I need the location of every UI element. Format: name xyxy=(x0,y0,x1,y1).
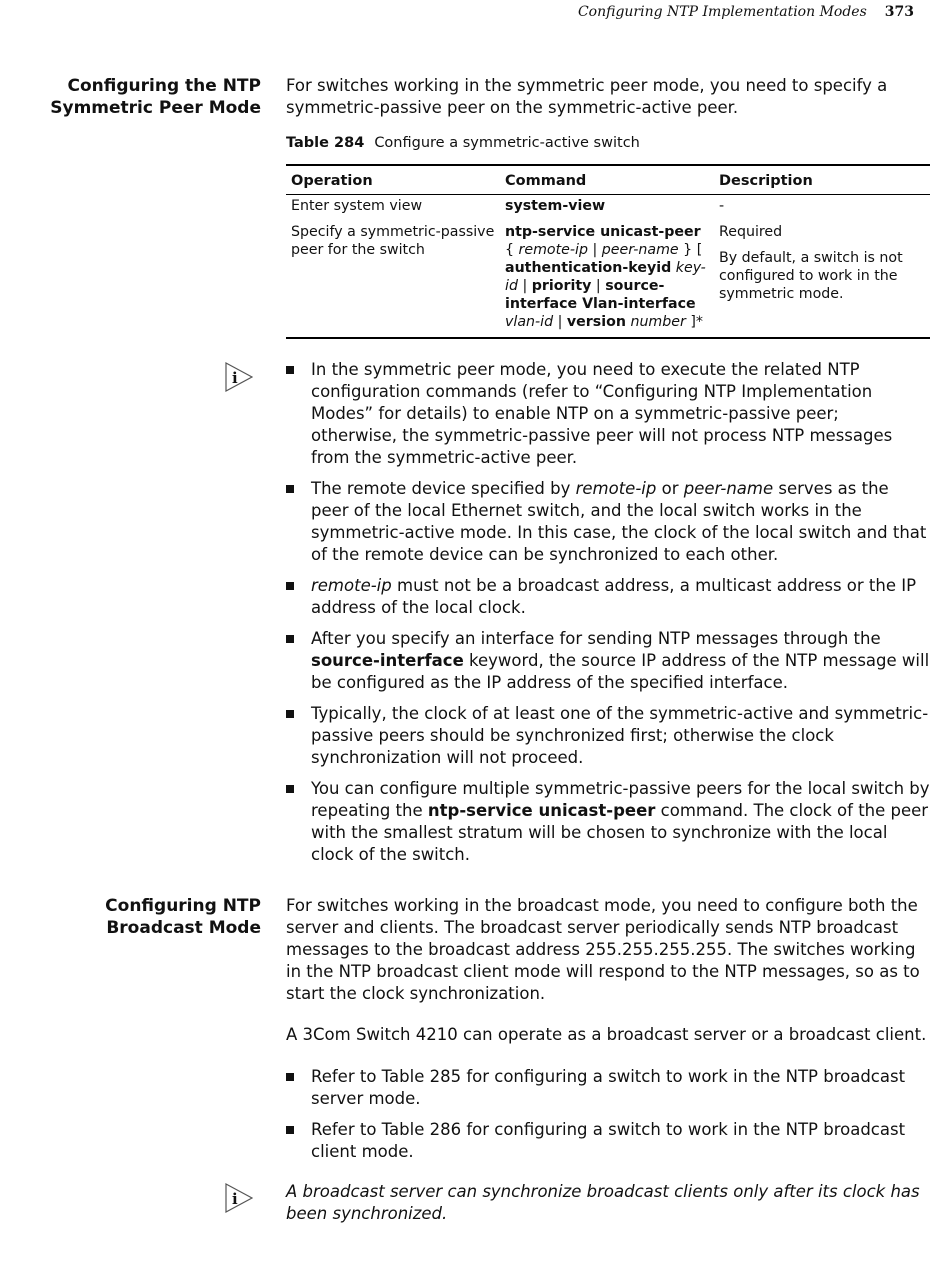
list-item-text: or xyxy=(656,479,684,498)
list-item-argument: peer-name xyxy=(683,479,774,498)
bullet-square-icon xyxy=(286,710,294,718)
list-item xyxy=(286,703,930,769)
bullet-square-icon xyxy=(286,1073,294,1081)
command-argument: remote-ip xyxy=(518,242,588,258)
command-argument: number xyxy=(630,314,686,330)
bullet-square-icon xyxy=(286,485,294,493)
section-heading-line: Symmetric Peer Mode xyxy=(50,98,261,118)
broadcast-note-text: A broadcast server can synchronize broadcast clients only after its clock has been synchronized. xyxy=(286,1182,920,1223)
list-item-text: Refer to Table 286 for configuring a switch to work in the NTP broadcast client mode. xyxy=(311,1120,906,1161)
command-syntax: { xyxy=(505,242,519,258)
running-header-title: Configuring NTP Implementation Modes xyxy=(577,4,867,20)
column-header-operation: Operation xyxy=(286,165,500,195)
list-item xyxy=(286,1066,930,1110)
bullet-square-icon xyxy=(286,785,294,793)
list-item-text: must not be a broadcast address, a multicast address or the IP address of the local clock. xyxy=(311,576,917,617)
command-keyword: authentication-keyid xyxy=(505,260,672,276)
list-item-text: Typically, the clock of at least one of the symmetric-active and symmetric-passive peers should be synchronized first; otherwise the clock synchronization will not proceed. xyxy=(311,704,929,767)
info-note-icon xyxy=(225,1183,253,1213)
command-keyword: source-interface Vlan-interface xyxy=(505,278,696,312)
svg-text:i: i xyxy=(232,1190,238,1208)
list-item-text: After you specify an interface for sending NTP messages through the xyxy=(311,629,881,648)
command-keyword: priority xyxy=(531,278,592,294)
list-item-argument: remote-ip xyxy=(575,479,657,498)
broadcast-intro: For switches working in the broadcast mode, you need to configure both the server and clients. The broadcast server periodically sends NTP broadcast messages to the broadcast address 255.255.255.255. The switches working in the NTP broadcast client mode will respond to the NTP messages, so as to start the clock synchronization. xyxy=(286,896,920,1003)
cell-description xyxy=(714,221,930,338)
bullet-square-icon xyxy=(286,635,294,643)
column-header-description: Description xyxy=(714,165,930,195)
list-item-text: In the symmetric peer mode, you need to execute the related NTP configuration commands (refer to “Configuring NTP Implementation Modes” for details) to enable NTP on a symmetric-passive peer; otherwise, the symmetric-passive peer will not process NTP messages from the symmetric-active peer. xyxy=(311,360,893,467)
svg-text:i: i xyxy=(232,369,238,387)
command-argument: vlan-id xyxy=(505,314,554,330)
section-heading-line: Broadcast Mode xyxy=(106,918,261,938)
info-note-icon xyxy=(225,362,253,392)
broadcast-capability: A 3Com Switch 4210 can operate as a broadcast server or a broadcast client. xyxy=(286,1025,927,1044)
broadcast-bullet-list xyxy=(286,1066,930,1172)
section-heading-symmetric xyxy=(0,75,261,119)
column-header-command: Command xyxy=(500,165,714,195)
list-item-argument: remote-ip xyxy=(311,576,392,595)
command-syntax: | xyxy=(517,278,532,294)
cell-command xyxy=(500,221,714,338)
description-required: Required xyxy=(719,224,783,240)
command-syntax: } [ xyxy=(678,242,703,258)
list-item-text: The remote device specified by xyxy=(311,479,576,498)
command-keyword: version xyxy=(566,314,626,330)
page-number: 373 xyxy=(884,4,914,20)
command-syntax: | xyxy=(587,242,602,258)
bullet-square-icon xyxy=(286,1126,294,1134)
description-default: By default, a switch is not configured to work in the symmetric mode. xyxy=(719,250,903,302)
command-argument: peer-name xyxy=(601,242,679,258)
list-item-text: You can configure multiple symmetric-passive peers for the local switch by repeating the xyxy=(311,779,930,820)
list-item-keyword: ntp-service unicast-peer xyxy=(427,801,656,820)
cell-command: system-view xyxy=(505,198,606,214)
section-heading-broadcast xyxy=(0,895,261,939)
list-item xyxy=(286,1119,930,1163)
table-header-row xyxy=(286,165,930,195)
table-caption-number: Table 284 xyxy=(286,135,365,151)
command-syntax: | xyxy=(553,314,567,330)
command-keyword: ntp-service unicast-peer xyxy=(505,224,701,240)
running-header xyxy=(578,4,914,20)
list-item xyxy=(286,575,930,619)
table-caption-text: Configure a symmetric-active switch xyxy=(374,135,640,151)
command-syntax: ]* xyxy=(685,314,703,330)
cell-operation: Enter system view xyxy=(291,198,423,214)
cell-description: - xyxy=(719,198,725,214)
list-item-keyword: source-interface xyxy=(311,651,464,670)
section-heading-line: Configuring the NTP xyxy=(67,76,261,96)
list-item-text: Refer to Table 285 for configuring a switch to work in the NTP broadcast server mode. xyxy=(311,1067,906,1108)
list-item-text: serves as the peer of the local Ethernet switch, and the local switch works in the symmetric-active mode. In this case, the clock of the local switch and that of the remote device can be synchronized to each other. xyxy=(311,479,927,564)
bullet-square-icon xyxy=(286,366,294,374)
list-item-text: keyword, the source IP address of the NTP message will be configured as the IP address of the specified interface. xyxy=(311,651,930,692)
command-argument: key-id xyxy=(505,260,706,294)
symmetric-active-table xyxy=(286,164,930,339)
list-item xyxy=(286,778,930,866)
bullet-square-icon xyxy=(286,582,294,590)
cell-operation: Specify a symmetric-passive peer for the switch xyxy=(286,221,500,338)
command-syntax: | xyxy=(591,278,606,294)
table-caption xyxy=(286,135,640,151)
list-item-text: command. The clock of the peer with the smallest stratum will be chosen to synchronize with the local clock of the switch. xyxy=(311,801,929,864)
table-row xyxy=(286,221,930,338)
list-item xyxy=(286,359,930,469)
note-bullet-list xyxy=(286,359,930,875)
list-item xyxy=(286,628,930,694)
table-row xyxy=(286,195,930,222)
section-heading-line: Configuring NTP xyxy=(105,896,261,916)
symmetric-intro: For switches working in the symmetric peer mode, you need to specify a symmetric-passive peer on the symmetric-active peer. xyxy=(286,76,888,117)
list-item xyxy=(286,478,930,566)
